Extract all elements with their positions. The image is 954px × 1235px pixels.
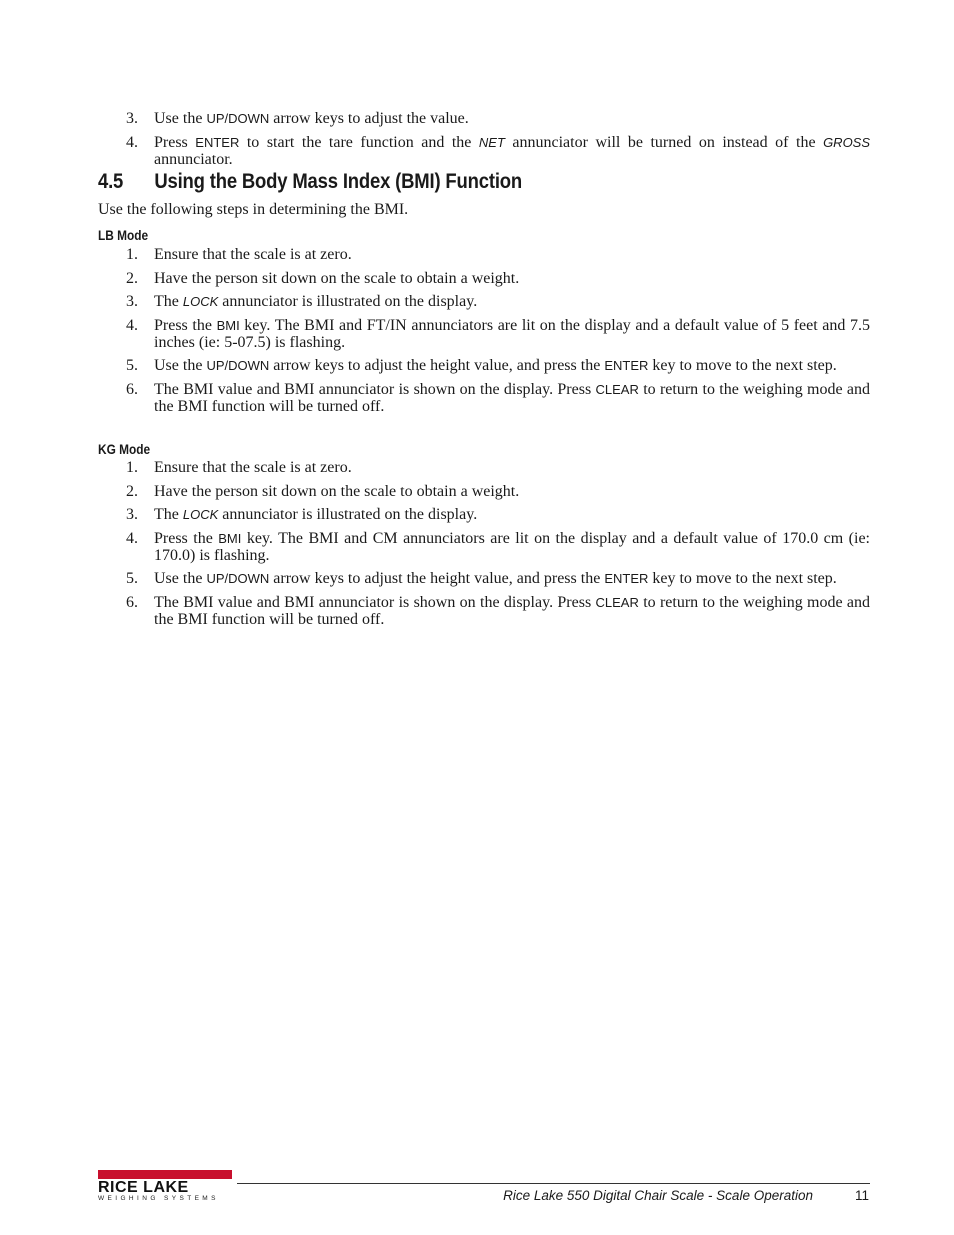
- step-number: 1.: [126, 459, 138, 476]
- lb-mode-heading: LB Mode: [98, 228, 149, 243]
- key-name: CLEAR: [595, 594, 639, 610]
- step-text: [154, 317, 870, 351]
- step-text: [154, 134, 870, 168]
- step-number: 5.: [126, 357, 138, 374]
- list-item: [98, 506, 870, 523]
- text-run: arrow keys to adjust the height value, and press the: [269, 570, 605, 587]
- step-number: 2.: [126, 482, 138, 500]
- list-item: [98, 270, 870, 287]
- footer-page-number: 11: [854, 1188, 869, 1203]
- step-text: [154, 506, 870, 523]
- text-run: Have the person sit down on the scale to obtain a weight.: [154, 482, 520, 500]
- step-text: [154, 357, 870, 374]
- annunciator-name: LOCK: [182, 294, 219, 309]
- text-run: to start the tare function and the: [239, 133, 479, 151]
- list-item: [98, 570, 870, 587]
- step-text: [154, 246, 870, 263]
- tare-steps-list: [98, 110, 870, 174]
- step-text: [154, 270, 870, 287]
- text-run: to return to the weighing mode and the BMI function will be turned off.: [154, 380, 870, 415]
- step-text: [154, 483, 870, 500]
- text-run: The BMI value and BMI annunciator is shown on the display. Press: [154, 380, 596, 398]
- step-number: 6.: [126, 593, 138, 611]
- key-name: ENTER: [604, 571, 649, 586]
- text-run: Ensure that the scale is at zero.: [154, 459, 352, 476]
- list-item: [98, 381, 870, 415]
- kg-mode-steps-list: [98, 459, 870, 634]
- text-run: annunciator is illustrated on the display.: [218, 506, 478, 523]
- step-text: [154, 381, 870, 415]
- text-run: The: [154, 506, 183, 523]
- step-text: [154, 459, 870, 476]
- text-run: key to move to the next step.: [648, 570, 837, 587]
- step-number: 4.: [126, 316, 138, 334]
- footer-document-title: Rice Lake 550 Digital Chair Scale - Scale Operation: [503, 1188, 813, 1203]
- step-number: 4.: [126, 529, 138, 547]
- key-name: BMI: [216, 317, 240, 333]
- lb-mode-steps-list: [98, 246, 870, 421]
- step-number: 4.: [126, 133, 138, 151]
- text-run: Use the: [154, 570, 207, 587]
- kg-mode-heading: KG Mode: [98, 442, 151, 457]
- logo-wordmark: RICE LAKE: [98, 1179, 189, 1196]
- key-name: UP/DOWN: [206, 111, 270, 126]
- footer-divider: [237, 1183, 870, 1184]
- key-name: UP/DOWN: [206, 571, 270, 586]
- step-text: [154, 530, 870, 564]
- logo-tagline: WEIGHING SYSTEMS: [98, 1195, 219, 1202]
- annunciator-name: NET: [478, 134, 505, 150]
- text-run: The: [154, 293, 183, 310]
- key-name: ENTER: [195, 134, 240, 150]
- step-number: 5.: [126, 570, 138, 587]
- key-name: CLEAR: [595, 381, 639, 397]
- section-title: Using the Body Mass Index (BMI) Function: [154, 170, 523, 193]
- list-item: [98, 246, 870, 263]
- step-number: 6.: [126, 380, 138, 398]
- text-run: key to move to the next step.: [648, 357, 837, 374]
- text-run: annunciator will be turned on instead of the: [504, 133, 824, 151]
- list-item: [98, 357, 870, 374]
- list-item: [98, 483, 870, 500]
- step-text: [154, 594, 870, 628]
- step-number: 2.: [126, 269, 138, 287]
- text-run: key. The BMI and CM annunciators are lit on the display and a default value of 170.0 cm (ie: 170.0) is flashing.: [154, 529, 870, 564]
- annunciator-name: LOCK: [182, 507, 219, 522]
- text-run: Press the: [154, 529, 219, 547]
- step-number: 3.: [126, 506, 138, 523]
- text-run: arrow keys to adjust the value.: [269, 110, 469, 127]
- list-item: [98, 134, 870, 168]
- text-run: to return to the weighing mode and the BMI function will be turned off.: [154, 593, 870, 628]
- text-run: Press the: [154, 316, 217, 334]
- text-run: Ensure that the scale is at zero.: [154, 246, 352, 263]
- text-run: Use the: [154, 357, 207, 374]
- text-run: annunciator is illustrated on the display.: [218, 293, 478, 310]
- text-run: Press: [154, 133, 196, 151]
- step-number: 3.: [126, 293, 138, 310]
- key-name: ENTER: [604, 358, 649, 373]
- annunciator-name: GROSS: [823, 134, 871, 150]
- text-run: The BMI value and BMI annunciator is shown on the display. Press: [154, 593, 596, 611]
- step-text: [154, 293, 870, 310]
- key-name: UP/DOWN: [206, 358, 270, 373]
- text-run: Use the: [154, 110, 207, 127]
- step-number: 3.: [126, 110, 138, 127]
- list-item: [98, 293, 870, 310]
- section-number: 4.5: [98, 170, 124, 193]
- rice-lake-logo: [98, 1170, 232, 1206]
- text-run: Have the person sit down on the scale to obtain a weight.: [154, 269, 520, 287]
- step-number: 1.: [126, 246, 138, 263]
- text-run: arrow keys to adjust the height value, and press the: [269, 357, 605, 374]
- key-name: BMI: [218, 530, 242, 546]
- section-intro: Use the following steps in determining the BMI.: [98, 201, 409, 218]
- list-item: [98, 530, 870, 564]
- list-item: [98, 594, 870, 628]
- step-text: [154, 570, 870, 587]
- list-item: [98, 110, 870, 127]
- section-heading: [98, 170, 522, 194]
- list-item: [98, 459, 870, 476]
- text-run: annunciator.: [154, 150, 233, 168]
- logo-red-bar: [98, 1170, 232, 1179]
- list-item: [98, 317, 870, 351]
- text-run: key. The BMI and FT/IN annunciators are lit on the display and a default value of 5 feet and 7.5 inches (ie: 5-07.5) is flashing.: [154, 316, 870, 351]
- step-text: [154, 110, 870, 127]
